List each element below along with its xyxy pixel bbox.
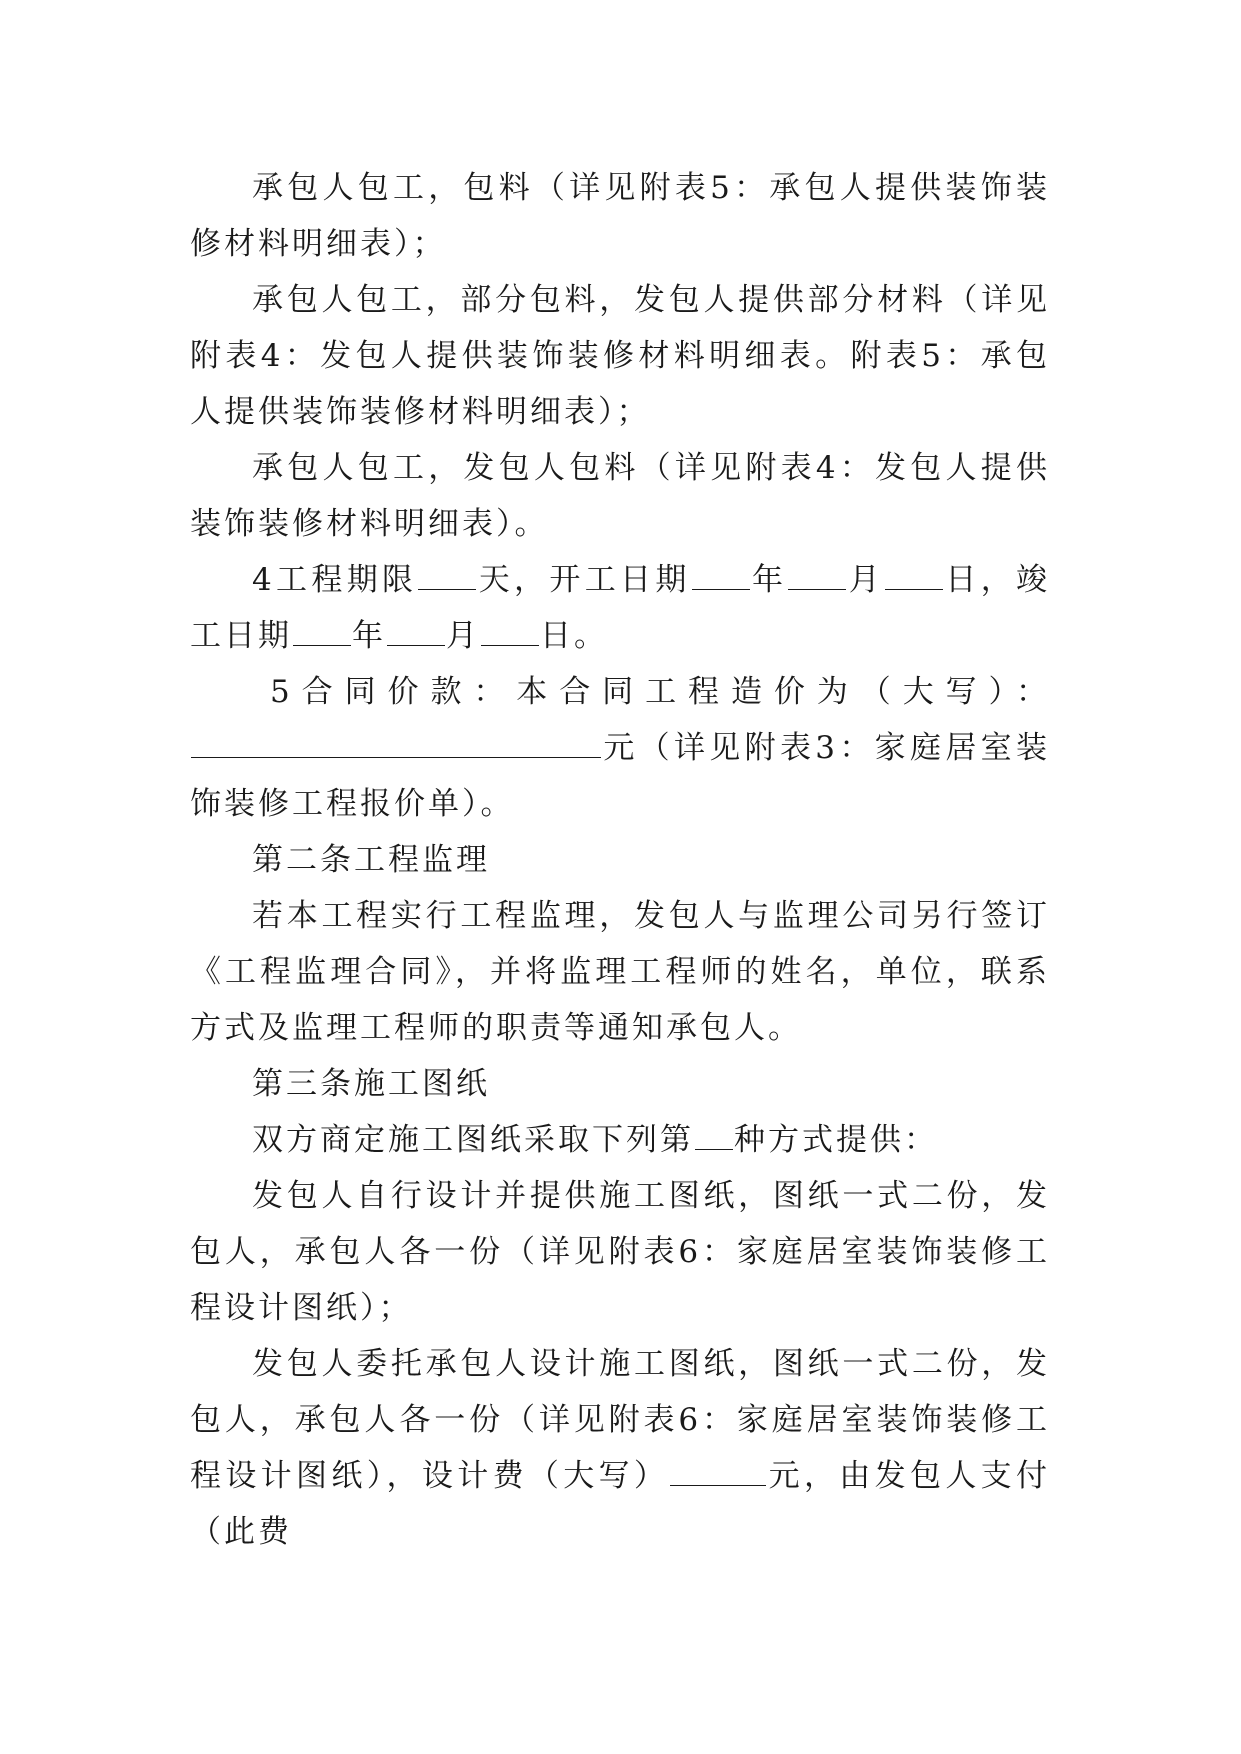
- start-year-label: 年: [750, 562, 788, 598]
- paragraph-owner-materials: 承包人包工，发包人包料（详见附表4：发包人提供装饰装修材料明细表）。: [190, 450, 1050, 542]
- paragraph-contract-price-line: 5合同价款：本合同工程造价为（大写）：: [270, 674, 1050, 710]
- paragraph-contract-price: [190, 720, 1050, 832]
- duration-days-blank: [418, 559, 476, 590]
- paragraph-drawings-method: [190, 1112, 1050, 1168]
- drawings-method-suffix: 种方式提供：: [734, 1122, 938, 1158]
- start-date-label: 天，开工日期: [477, 562, 691, 598]
- paragraph-partial-materials: 承包人包工，部分包料，发包人提供部分材料（详见附表4：发包人提供装饰装修材料明细表。附表5：承包人提供装饰装修材料明细表）；: [190, 282, 1050, 430]
- start-month-label: 月: [847, 562, 885, 598]
- paragraph-owner-design: 发包人自行设计并提供施工图纸，图纸一式二份，发包人，承包人各一份（详见附表6：家庭居室装饰装修工程设计图纸）；: [190, 1178, 1050, 1326]
- document-body: [190, 160, 1050, 1560]
- end-month-blank: [387, 615, 445, 646]
- end-year-blank: [293, 615, 351, 646]
- drawings-method-blank: [695, 1119, 733, 1150]
- paragraph-contractor-design: [190, 1336, 1050, 1560]
- contract-price-blank: [191, 727, 601, 758]
- paragraph-contractor-labor-materials: 承包人包工，包料（详见附表5：承包人提供装饰装修材料明细表）；: [190, 170, 1050, 262]
- start-day-blank: [885, 559, 943, 590]
- paragraph-supervision: 若本工程实行工程监理，发包人与监理公司另行签订《工程监理合同》，并将监理工程师的姓名，单位，联系方式及监理工程师的职责等通知承包人。: [190, 898, 1050, 1046]
- contractor-design-text: 发包人委托承包人设计施工图纸，图纸一式二份，发包人，承包人各一份（详见附表6：家庭居室装饰装修工程设计图纸），设计费（大写）: [190, 1346, 1050, 1494]
- drawings-method-label: 双方商定施工图纸采取下列第: [252, 1122, 694, 1158]
- end-month-label: 月: [446, 618, 480, 654]
- design-fee-suffix: 元，由发包人支付（此费: [190, 1458, 1051, 1550]
- start-year-blank: [692, 559, 750, 590]
- section-heading-supervision: 第二条工程监理: [252, 842, 490, 878]
- design-fee-blank: [670, 1455, 766, 1486]
- end-year-label: 年: [352, 618, 386, 654]
- paragraph-project-duration: [190, 552, 1050, 664]
- duration-label: 4工程期限: [252, 562, 418, 598]
- start-month-blank: [788, 559, 846, 590]
- end-date-label: 日，竣工日期: [190, 562, 1051, 654]
- contract-price-unit: 元（详见附表3：家庭居室装饰装修工程报价单）。: [190, 730, 1050, 822]
- section-heading-drawings: 第三条施工图纸: [252, 1066, 490, 1102]
- end-day-blank: [481, 615, 539, 646]
- end-day-label: 日。: [540, 618, 608, 654]
